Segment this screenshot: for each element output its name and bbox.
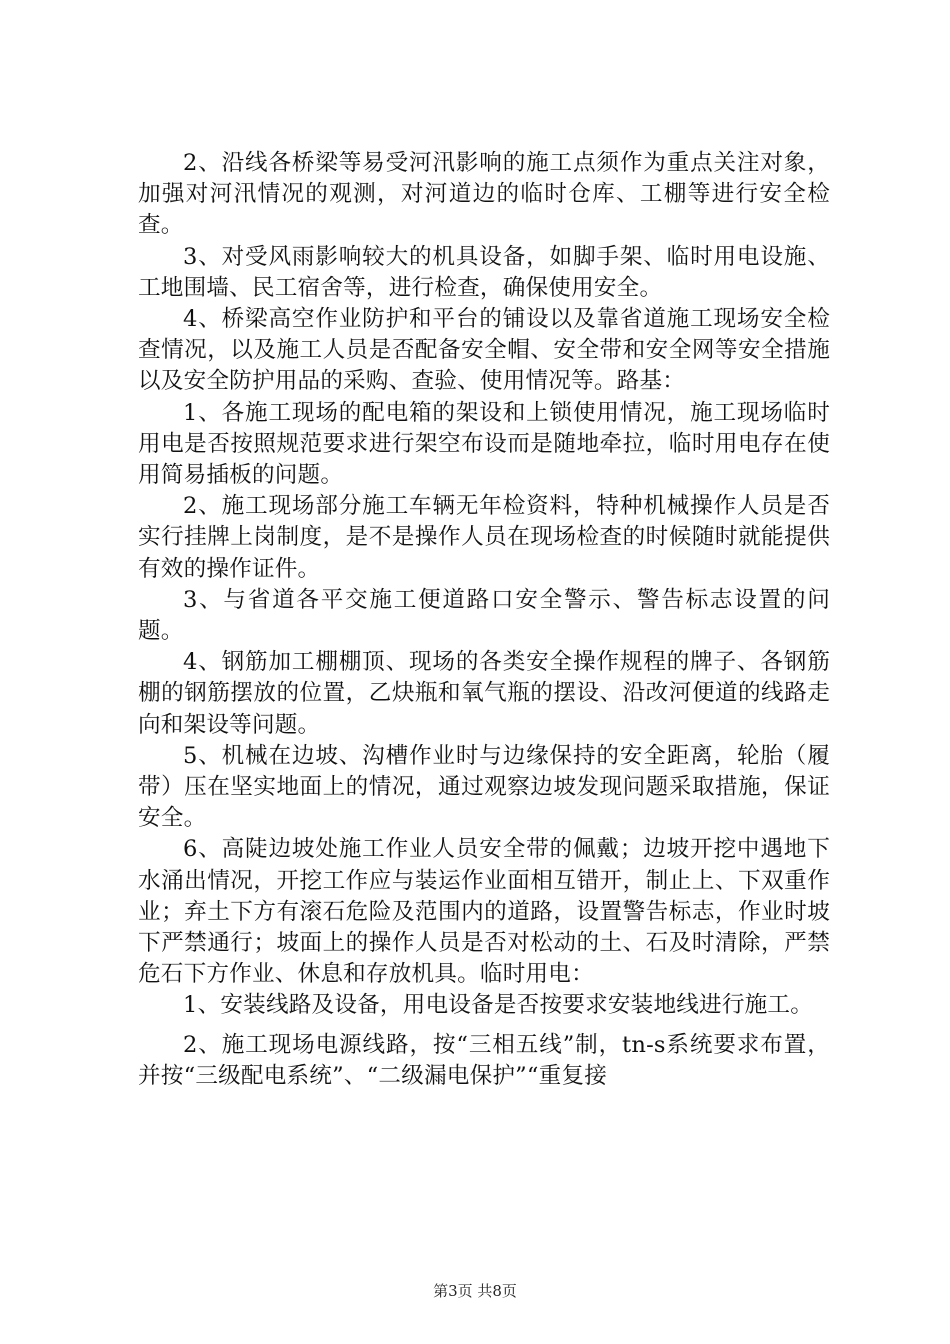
paragraph-9: 6、高陡边坡处施工作业人员安全带的佩戴；边坡开挖中遇地下水涌出情况，开挖工作应与装运作业面相互错开，制止上、下双重作业；弃土下方有滚石危险及范围内的道路，设置警告标志，作业时坡下严禁通行；坡面上的操作人员是否对松动的土、石及时清除，严禁危石下方作业、休息和存放机具。临时用电： [138, 836, 830, 988]
paragraph-3: 4、桥梁高空作业防护和平台的铺设以及靠省道施工现场安全检查情况，以及施工人员是否配备安全帽、安全带和安全网等安全措施以及安全防护用品的采购、查验、使用情况等。路基： [138, 306, 830, 395]
paragraph-8: 5、机械在边坡、沟槽作业时与边缘保持的安全距离，轮胎（履带）压在坚实地面上的情况，通过观察边坡发现问题采取措施，保证安全。 [138, 742, 830, 832]
paragraph-10: 1、安装线路及设备，用电设备是否按要求安装地线进行施工。 [183, 992, 814, 1019]
page-footer: 第3页 共8页 [433, 1282, 517, 1300]
paragraph-2: 3、对受风雨影响较大的机具设备，如脚手架、临时用电设施、工地围墙、民工宿舍等，进行检查，确保使用安全。 [138, 243, 830, 301]
paragraph-7: 4、钢筋加工棚棚顶、现场的各类安全操作规程的牌子、各钢筋棚的钢筋摆放的位置，乙炔瓶和氧气瓶的摆设、沿改河便道的线路走向和架设等问题。 [138, 649, 830, 738]
paragraph-6: 3、与省道各平交施工便道路口安全警示、警告标志设置的问题。 [138, 586, 830, 645]
document-body [138, 148, 830, 1092]
paragraph-1: 2、沿线各桥梁等易受河汛影响的施工点须作为重点关注对象，加强对河汛情况的观测，对河道边的临时仓库、工棚等进行安全检查。 [138, 150, 830, 239]
paragraph-4: 1、各施工现场的配电箱的架设和上锁使用情况，施工现场临时用电是否按照规范要求进行架空布设而是随地牵拉，临时用电存在使用简易插板的问题。 [138, 399, 830, 489]
paragraph-5: 2、施工现场部分施工车辆无年检资料，特种机械操作人员是否实行挂牌上岗制度，是不是操作人员在现场检查的时候随时就能提供有效的操作证件。 [138, 493, 830, 582]
paragraph-11: 2、施工现场电源线路，按“三相五线”制，tn-s系统要求布置，并按“三级配电系统”、“二级漏电保护”“重复接 [138, 1031, 830, 1089]
